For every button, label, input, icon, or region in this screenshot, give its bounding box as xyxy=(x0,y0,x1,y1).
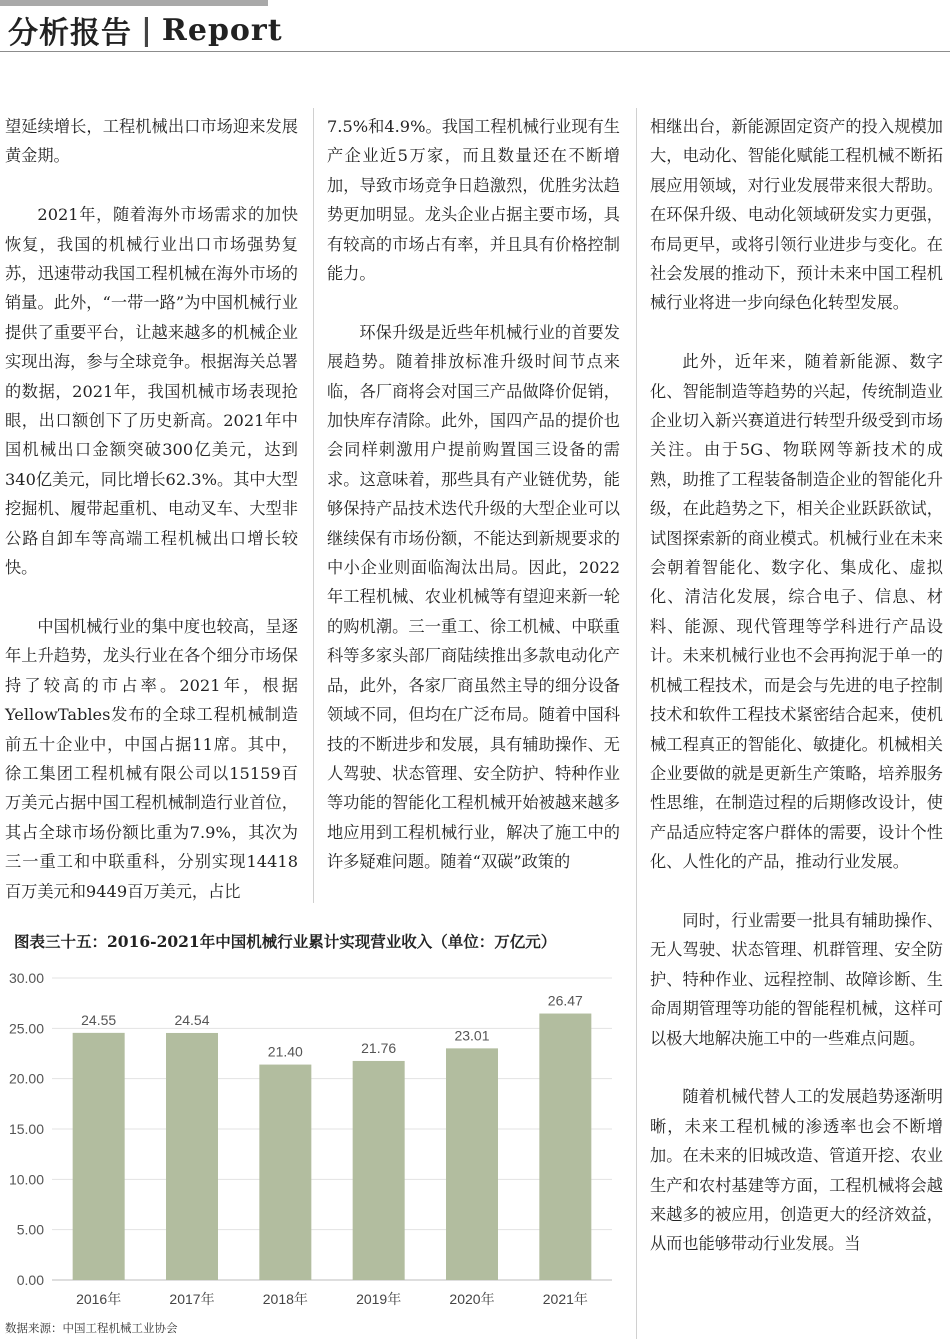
revenue-bar-chart xyxy=(0,960,630,1312)
data-label: 21.40 xyxy=(267,1043,303,1060)
column-divider xyxy=(313,108,314,903)
masthead-separator: | xyxy=(141,12,153,48)
x-tick-label: 2020年 xyxy=(449,1291,495,1307)
data-label: 21.76 xyxy=(361,1039,397,1056)
paragraph: 2021年，随着海外市场需求的加快恢复，我国的机械行业出口市场强势复苏，迅速带动我国工程机械在海外市场的销量。此外，“一带一路”为中国机械行业提供了重要平台，让越来越多的机械企业实现出海，参与全球竞争。根据海关总署的数据，2021年，我国机械市场表现抢眼，出口额创下了历史新高。2021年中国机械出口金额突破300亿美元，达到340亿美元，同比增长62.3%。其中大型挖掘机、履带起重机、电动叉车、大型非公路自卸车等高端工程机械出口增长较快。 xyxy=(5,205,298,578)
data-label: 24.55 xyxy=(81,1011,117,1028)
paragraph: 望延续增长，工程机械出口市场迎来发展黄金期。 xyxy=(5,117,298,166)
paragraph: 环保升级是近些年机械行业的首要发展趋势。随着排放标准升级时间节点来临，各厂商将会对国三产品做降价促销，加快库存清除。此外，国四产品的提价也会同样刺激用户提前购置国三设备的需求。这意味着，那些具有产业链优势，能够保持产品技术迭代升级的大型企业可以继续保有市场份额，不能达到新规要求的中小企业则面临淘汰出局。因此，2022年工程机械、农业机械等有望迎来新一轮的购机潮。三一重工、徐工机械、中联重科等多家头部厂商陆续推出多款电动化产品，此外，各家厂商虽然主导的细分设备领域不同，但均在广泛布局。随着中国科技的不断进步和发展，具有辅助操作、无人驾驶、状态管理、安全防护、特种作业等功能的智能化工程机械开始被越来越多地应用到工程机械行业，解决了施工中的许多疑难问题。随着“双碳”政策的 xyxy=(327,322,620,872)
bar xyxy=(73,1033,125,1280)
x-tick-label: 2016年 xyxy=(76,1291,122,1307)
y-tick-label: 5.00 xyxy=(16,1221,44,1238)
y-tick-label: 20.00 xyxy=(8,1070,44,1087)
column-divider xyxy=(636,108,637,1339)
x-tick-label: 2018年 xyxy=(262,1291,308,1307)
paragraph: 同时，行业需要一批具有辅助操作、无人驾驶、状态管理、机群管理、安全防护、特种作业、远程控制、故障诊断、生命周期管理等功能的智能程机械，这样可以极大地解决施工中的一些难点问题。 xyxy=(650,910,943,1048)
y-tick-label: 0.00 xyxy=(16,1272,44,1288)
header-accent-bar xyxy=(0,0,268,6)
bar xyxy=(166,1033,218,1280)
data-label: 24.54 xyxy=(174,1011,210,1028)
article-column-3 xyxy=(650,112,943,1288)
figure-source: 数据来源：中国工程机械工业协会 xyxy=(5,1321,178,1335)
y-tick-label: 15.00 xyxy=(8,1121,44,1137)
x-tick-label: 2021年 xyxy=(542,1291,588,1307)
bar xyxy=(539,1014,591,1280)
x-tick-label: 2017年 xyxy=(169,1291,215,1307)
paragraph: 随着机械代替人工的发展趋势逐渐明晰，未来工程机械的渗透率也会不断增加。在未来的旧城改造、管道开挖、农业生产和农村基建等方面，工程机械将会越来越多的被应用，创造更大的经济效益，从而也能够带动行业发展。当 xyxy=(650,1087,943,1254)
paragraph: 7.5%和4.9%。我国工程机械行业现有生产企业近5万家，而且数量还在不断增加，导致市场竞争日趋激烈，优胜劣汰趋势更加明显。龙头企业占据主要市场，具有较高的市场占有率，并且具有价格控制能力。 xyxy=(327,117,620,284)
bar xyxy=(259,1065,311,1280)
x-tick-label: 2019年 xyxy=(356,1291,402,1307)
paragraph: 此外，近年来，随着新能源、数字化、智能制造等趋势的兴起，传统制造业企业切入新兴赛道进行转型升级受到市场关注。由于5G、物联网等新技术的成熟，助推了工程装备制造企业的智能化升级，在此趋势之下，相关企业跃跃欲试，试图探索新的商业模式。机械行业在未来会朝着智能化、数字化、集成化、虚拟化、清洁化发展，综合电子、信息、材料、能源、现代管理等学科进行产品设计。未来机械行业也不会再拘泥于单一的机械工程技术，而是会与先进的电子控制技术和软件工程技术紧密结合起来，使机械工程真正的智能化、敏捷化。机械相关企业要做的就是更新生产策略，培养服务性思维，在制造过程的后期修改设计，使产品适应特定客户群体的需要，设计个性化、人性化的产品，推动行业发展。 xyxy=(650,352,943,872)
masthead-rule xyxy=(0,51,950,52)
article-column-2 xyxy=(327,112,620,906)
article-column-1 xyxy=(5,112,298,935)
bar xyxy=(353,1061,405,1280)
section-name: 分析报告 xyxy=(8,16,132,51)
data-label: 23.01 xyxy=(454,1027,490,1044)
paragraph: 相继出台，新能源固定资产的投入规模加大，电动化、智能化赋能工程机械不断拓展应用领域，对行业发展带来很大帮助。在环保升级、电动化领域研发实力更强，布局更早，或将引领行业进步与变化。在社会发展的推动下，预计未来中国工程机械行业将进一步向绿色化转型发展。 xyxy=(650,117,943,313)
paragraph: 中国机械行业的集中度也较高，呈逐年上升趋势，龙头行业在各个细分市场保持了较高的市占率。2021年，根据YellowTables发布的全球工程机械制造前五十企业中，中国占据11席。其中，徐工集团工程机械有限公司以15159百万美元占据中国工程机械制造行业首位，其占全球市场份额比重为7.9%，其次为三一重工和中联重科，分别实现14418百万美元和9449百万美元，占比 xyxy=(5,616,298,901)
y-tick-label: 10.00 xyxy=(8,1171,44,1188)
bar xyxy=(446,1048,498,1280)
masthead xyxy=(8,10,283,50)
figure-title: 图表三十五：2016-2021年中国机械行业累计实现营业收入（单位：万亿元） xyxy=(14,932,557,951)
y-tick-label: 25.00 xyxy=(8,1020,44,1037)
brand-name: Report xyxy=(161,12,283,48)
y-tick-label: 30.00 xyxy=(8,970,44,986)
data-label: 26.47 xyxy=(547,992,583,1009)
